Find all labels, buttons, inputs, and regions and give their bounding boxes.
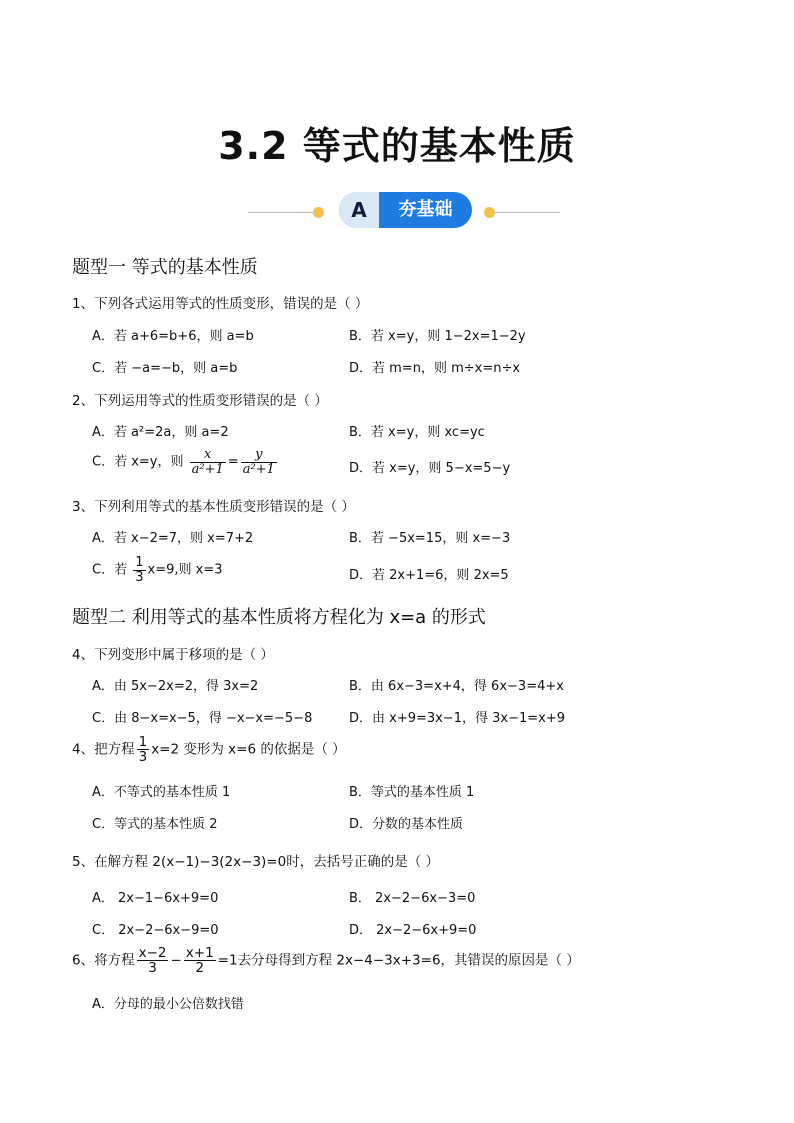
- option-c-prefix: C．若 x=y，则: [92, 454, 184, 470]
- question-2-stem: 2、下列运用等式的性质变形错误的是（ ）: [72, 393, 328, 409]
- question-4a-option-b: B．由 6x−3=x+4，得 6x−3=4+x: [349, 679, 564, 694]
- fraction-numerator: y: [241, 448, 277, 463]
- equals-sign: =: [227, 454, 239, 470]
- fraction-x-plus-1-over-2: [184, 946, 216, 975]
- page-title: 3.2 等式的基本性质: [218, 124, 576, 168]
- question-2-option-c: [92, 448, 279, 476]
- fraction-numerator: 1: [138, 734, 148, 750]
- question-4b-option-a: A．不等式的基本性质 1: [92, 785, 231, 800]
- question-5-stem: 5、在解方程 2(x−1)−3(2x−3)=0时，去括号正确的是（ ）: [72, 854, 439, 870]
- question-4b-option-c: C．等式的基本性质 2: [92, 817, 218, 832]
- badge-text: 夯基础: [398, 199, 453, 220]
- question-5-option-b: B． 2x−2−6x−3=0: [349, 891, 476, 906]
- fraction-numerator: x+1: [185, 945, 214, 961]
- question-1-option-a: A．若 a+6=b+6，则 a=b: [92, 329, 254, 344]
- question-3-option-a: A．若 x−2=7，则 x=7+2: [92, 531, 254, 546]
- fraction-denominator: 3: [135, 569, 144, 585]
- question-5-option-a: A． 2x−1−6x+9=0: [92, 891, 219, 906]
- section-heading-1: 题型一 等式的基本性质: [72, 257, 258, 278]
- dot-left: [313, 207, 324, 218]
- question-4b-option-b: B．等式的基本性质 1: [349, 785, 475, 800]
- question-2-option-d: D．若 x=y，则 5−x=5−y: [349, 461, 511, 476]
- question-3-option-c: [92, 556, 222, 584]
- question-2-option-a: A．若 a²=2a，则 a=2: [92, 425, 229, 440]
- question-3-stem: 3、下列利用等式的基本性质变形错误的是（ ）: [72, 499, 355, 515]
- fraction-x-minus-2-over-3: [137, 946, 169, 975]
- question-3-option-d: D．若 2x+1=6，则 2x=5: [349, 568, 509, 583]
- question-1-option-d: D．若 m=n，则 m÷x=n÷x: [349, 361, 521, 376]
- stem-suffix: =1去分母得到方程 2x−4−3x+3=6，其错误的原因是（ ）: [217, 952, 580, 969]
- divider-right: [494, 212, 560, 213]
- question-4a-option-c: C．由 8−x=x−5，得 −x−x=−5−8: [92, 711, 313, 726]
- fraction-denominator: a²+1: [191, 461, 224, 477]
- question-4a-option-a: A．由 5x−2x=2，得 3x=2: [92, 679, 259, 694]
- fraction-one-third: [137, 735, 150, 764]
- option-c-prefix: C．若: [92, 562, 128, 578]
- question-5-option-d: D． 2x−2−6x+9=0: [349, 923, 477, 938]
- option-c-suffix: x=9,则 x=3: [147, 562, 223, 578]
- fraction-denominator: 3: [148, 960, 157, 977]
- fraction-denominator: 2: [195, 960, 205, 977]
- question-2-option-b: B．若 x=y，则 xc=yc: [349, 425, 485, 440]
- level-badge: [339, 192, 472, 228]
- question-4b-stem: [72, 735, 346, 764]
- fraction-denominator: a²+1: [242, 461, 275, 477]
- section-heading-2: 题型二 利用等式的基本性质将方程化为 x=a 的形式: [72, 607, 486, 628]
- question-1-stem: 1、下列各式运用等式的性质变形，错误的是（ ）: [72, 296, 369, 312]
- question-6-option-a: A．分母的最小公倍数找错: [92, 997, 244, 1012]
- question-5-option-c: C． 2x−2−6x−9=0: [92, 923, 219, 938]
- question-4a-option-d: D．由 x+9=3x−1，得 3x−1=x+9: [349, 711, 566, 726]
- fraction-one-third: [133, 556, 145, 584]
- fraction-numerator: x−2: [138, 945, 167, 961]
- fraction-y-over-a2-plus-1: [241, 448, 277, 476]
- question-4a-stem: 4、下列变形中属于移项的是（ ）: [72, 647, 274, 663]
- fraction-numerator: x: [190, 448, 226, 463]
- question-4b-option-d: D．分数的基本性质: [349, 817, 464, 832]
- stem-prefix: 4、把方程: [72, 741, 135, 758]
- fraction-x-over-a2-plus-1: [190, 448, 226, 476]
- fraction-denominator: 3: [138, 749, 148, 766]
- divider-left: [248, 212, 314, 213]
- stem-suffix: x=2 变形为 x=6 的依据是（ ）: [151, 741, 346, 758]
- question-3-option-b: B．若 −5x=15，则 x=−3: [349, 531, 511, 546]
- question-6-stem: [72, 946, 580, 975]
- minus-sign: −: [170, 952, 182, 969]
- badge-letter: A: [339, 192, 379, 228]
- question-1-option-c: C．若 −a=−b，则 a=b: [92, 361, 238, 376]
- fraction-numerator: 1: [135, 555, 144, 570]
- question-1-option-b: B．若 x=y，则 1−2x=1−2y: [349, 329, 526, 344]
- stem-prefix: 6、将方程: [72, 952, 135, 969]
